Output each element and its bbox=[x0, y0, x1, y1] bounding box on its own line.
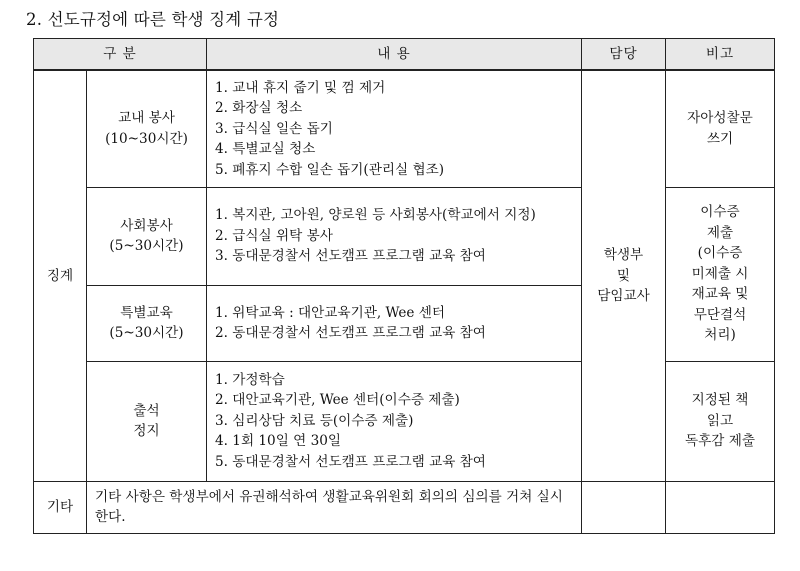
note-line: 자아성찰문 bbox=[687, 110, 753, 127]
category-name: 출석 bbox=[133, 402, 160, 419]
row-content bbox=[207, 187, 582, 285]
list-item: 1. 복지관, 고아원, 양로원 등 사회봉사(학교에서 지정) bbox=[215, 207, 536, 224]
note-line: 지정된 책 bbox=[691, 392, 749, 409]
etc-note-empty bbox=[666, 481, 775, 533]
list-item: 1. 가정학습 bbox=[215, 371, 285, 388]
header-note: 비고 bbox=[666, 39, 775, 71]
note-line: (이수증 bbox=[697, 245, 743, 262]
category-hours: (10~30시간) bbox=[105, 130, 188, 147]
note-line: 재교육 및 bbox=[691, 286, 749, 303]
header-category: 구 분 bbox=[34, 39, 207, 71]
row-content bbox=[207, 361, 582, 481]
list-item: 2. 대안교육기관, Wee 센터(이수증 제출) bbox=[215, 392, 460, 409]
note-line: 제출 bbox=[706, 224, 734, 241]
manager-line: 학생부 bbox=[603, 247, 644, 263]
row-category bbox=[87, 361, 207, 481]
table-row bbox=[34, 70, 775, 187]
table-row bbox=[34, 481, 775, 533]
category-hours: 정지 bbox=[133, 423, 160, 439]
list-item: 3. 급식실 일손 돕기 bbox=[215, 120, 333, 137]
list-item: 1. 위탁교육 : 대안교육기관, Wee 센터 bbox=[215, 304, 446, 321]
manager-line: 및 bbox=[616, 267, 631, 284]
row-note bbox=[666, 187, 775, 361]
note-line: 미제출 시 bbox=[691, 265, 749, 282]
category-name: 사회봉사 bbox=[120, 217, 173, 234]
list-item: 4. 특별교실 청소 bbox=[215, 141, 316, 157]
note-line: 독후감 제출 bbox=[685, 433, 755, 450]
discipline-table bbox=[33, 38, 775, 534]
row-note bbox=[666, 361, 775, 481]
table-header-row bbox=[34, 39, 775, 71]
note-line: 쓰기 bbox=[706, 130, 734, 147]
discipline-label: 징계 bbox=[34, 70, 87, 481]
category-hours: (5~30시간) bbox=[109, 238, 184, 254]
list-item: 3. 심리상담 치료 등(이수증 제출) bbox=[215, 412, 414, 429]
category-hours: (5~30시간) bbox=[109, 325, 184, 341]
note-line: 읽고 bbox=[706, 412, 734, 429]
list-item: 3. 동대문경찰서 선도캠프 프로그램 교육 참여 bbox=[215, 248, 486, 265]
list-item: 2. 급식실 위탁 봉사 bbox=[215, 227, 333, 244]
list-item: 2. 화장실 청소 bbox=[215, 100, 303, 116]
etc-label: 기타 bbox=[34, 481, 87, 533]
row-category bbox=[87, 187, 207, 285]
etc-manager-empty bbox=[582, 481, 666, 533]
category-name: 특별교육 bbox=[120, 304, 173, 321]
row-content bbox=[207, 285, 582, 361]
etc-text: 기타 사항은 학생부에서 유권해석하여 생활교육위원회 회의의 심의를 거쳐 실시한다. bbox=[87, 481, 582, 533]
row-category bbox=[87, 285, 207, 361]
row-content bbox=[207, 70, 582, 187]
manager-line: 담임교사 bbox=[597, 288, 650, 304]
list-item: 1. 교내 휴지 줍기 및 껌 제거 bbox=[215, 79, 386, 96]
note-line: 무단결석 bbox=[693, 306, 747, 323]
document-title: 2. 선도규정에 따른 학생 징계 규정 bbox=[26, 10, 280, 29]
list-item: 4. 1회 10일 연 30일 bbox=[215, 433, 342, 450]
row-note bbox=[666, 70, 775, 187]
list-item: 5. 폐휴지 수합 일손 돕기(관리실 협조) bbox=[215, 161, 445, 178]
manager-cell bbox=[582, 70, 666, 481]
category-name: 교내 봉사 bbox=[118, 110, 175, 127]
header-content: 내 용 bbox=[207, 39, 582, 71]
list-item: 5. 동대문경찰서 선도캠프 프로그램 교육 참여 bbox=[215, 453, 486, 470]
list-item: 2. 동대문경찰서 선도캠프 프로그램 교육 참여 bbox=[215, 325, 486, 341]
header-manager: 담당 bbox=[582, 39, 666, 71]
note-line: 이수증 bbox=[700, 204, 740, 221]
note-line: 처리) bbox=[704, 327, 736, 344]
row-category bbox=[87, 70, 207, 187]
